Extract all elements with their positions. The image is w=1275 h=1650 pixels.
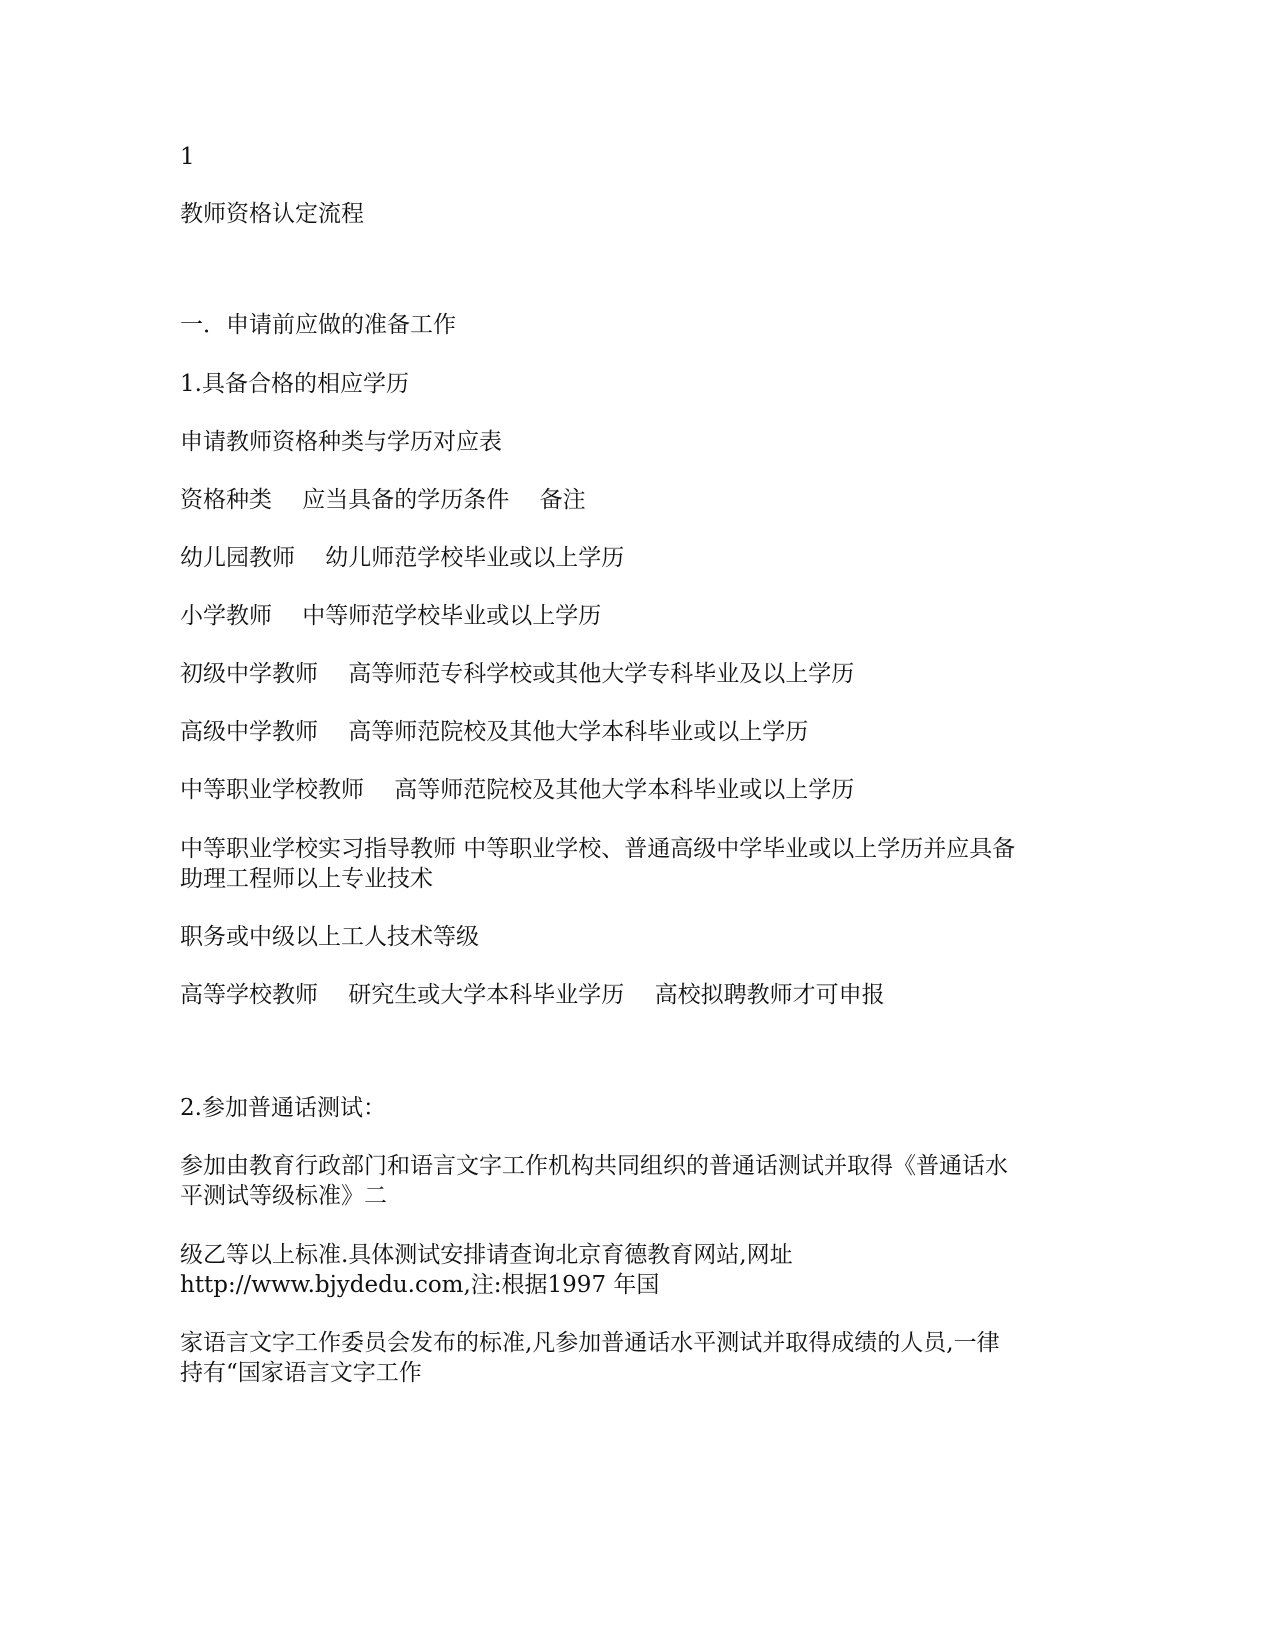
document-title: 教师资格认定流程 — [180, 201, 364, 227]
subsection-heading: 1.具备合格的相应学历 — [180, 371, 409, 397]
table-row: 职务或中级以上工人技术等级 — [180, 924, 479, 950]
table-row: 高级中学教师 高等师范院校及其他大学本科毕业或以上学历 — [180, 719, 809, 745]
section-heading: 一．申请前应做的准备工作 — [180, 312, 456, 338]
table-row: 高等学校教师 研究生或大学本科毕业学历 高校拟聘教师才可申报 — [180, 982, 885, 1008]
paragraph-line: 参加由教育行政部门和语言文字工作机构共同组织的普通话测试并取得《普通话水 — [180, 1153, 1008, 1179]
subsection-heading: 2.参加普通话测试： — [180, 1095, 386, 1121]
table-title: 申请教师资格种类与学历对应表 — [180, 429, 502, 455]
table-row: 助理工程师以上专业技术 — [180, 866, 433, 892]
table-row: 中等职业学校实习指导教师 中等职业学校、普通高级中学毕业或以上学历并应具备 — [180, 836, 1016, 862]
table-row: 中等职业学校教师 高等师范院校及其他大学本科毕业或以上学历 — [180, 777, 855, 803]
table-header: 资格种类 应当具备的学历条件 备注 — [180, 487, 586, 513]
page-number: 1 — [180, 144, 195, 170]
paragraph-line: 持有“国家语言文字工作 — [180, 1360, 422, 1386]
paragraph-line: 平测试等级标准》二 — [180, 1183, 387, 1209]
paragraph-line: http://www.bjydedu.com,注:根据1997 年国 — [180, 1272, 660, 1298]
table-row: 幼儿园教师 幼儿师范学校毕业或以上学历 — [180, 545, 625, 571]
table-row: 小学教师 中等师范学校毕业或以上学历 — [180, 603, 602, 629]
table-row: 初级中学教师 高等师范专科学校或其他大学专科毕业及以上学历 — [180, 661, 855, 687]
paragraph-line: 级乙等以上标准.具体测试安排请查询北京育德教育网站,网址 — [180, 1242, 793, 1268]
paragraph-line: 家语言文字工作委员会发布的标准,凡参加普通话水平测试并取得成绩的人员,一律 — [180, 1330, 1000, 1356]
